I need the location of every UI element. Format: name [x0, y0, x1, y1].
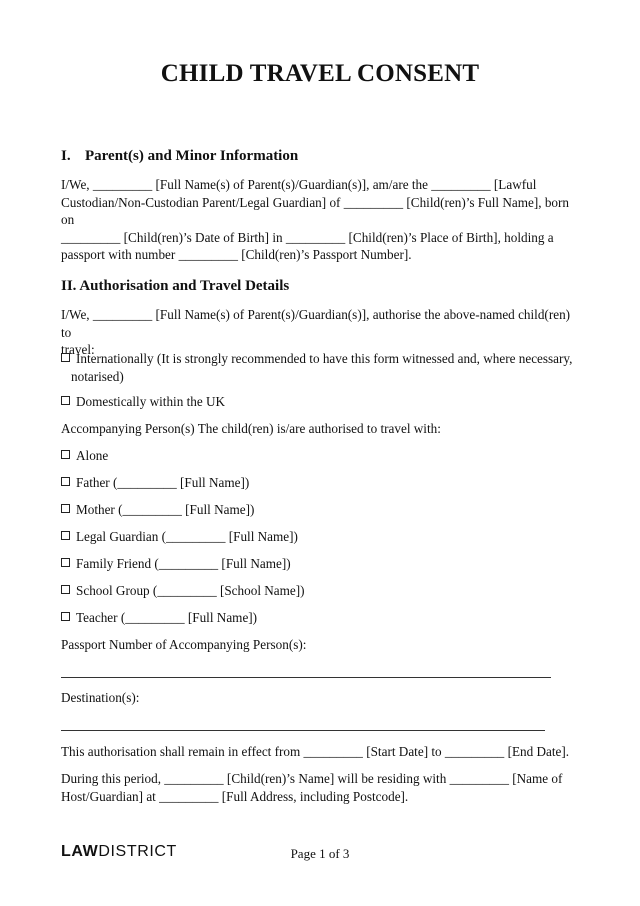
page-number: Page 1 of 3: [290, 846, 350, 861]
accompanying-label: Accompanying Person(s) The child(ren) is/are authorised to travel with:: [61, 421, 441, 436]
option-label: Teacher (_________ [Full Name]): [76, 610, 258, 625]
option-father[interactable]: [61, 474, 581, 492]
destination-label: Destination(s):: [61, 690, 140, 705]
option-alone[interactable]: [61, 447, 581, 465]
checkbox[interactable]: [61, 353, 70, 362]
option-mother[interactable]: [61, 501, 581, 519]
checkbox[interactable]: [61, 612, 70, 621]
option-label: Internationally (It is strongly recommended to have this form witnessed and, where necessary,: [76, 351, 573, 366]
option-label: Father (_________ [Full Name]): [76, 475, 250, 490]
paragraph-line: passport with number _________ [Child(ren)’s Passport Number].: [61, 247, 412, 262]
paragraph-line: Custodian/Non-Custodian Parent/Legal Guardian] of _________ [Child(ren)’s Full Name], born on: [61, 194, 569, 227]
checkbox[interactable]: [61, 477, 70, 486]
section-1-paragraph: [61, 176, 581, 264]
checkbox[interactable]: [61, 558, 70, 567]
option-label: Family Friend (_________ [Full Name]): [76, 556, 291, 571]
document-title: CHILD TRAVEL CONSENT: [160, 60, 480, 87]
section-1-heading: [61, 148, 298, 165]
option-teacher[interactable]: [61, 609, 581, 627]
logo-light-part: DISTRICT: [98, 843, 177, 860]
option-label: Alone: [76, 448, 109, 463]
option-label: Legal Guardian (_________ [Full Name]): [76, 529, 298, 544]
paragraph-line: _________ [Child(ren)’s Date of Birth] in _________ [Child(ren)’s Place of Birth], holding a: [61, 229, 554, 245]
option-label: Domestically within the UK: [76, 394, 226, 409]
option-family-friend[interactable]: [61, 555, 581, 573]
section-1-number: I.: [61, 148, 71, 164]
passport-label: Passport Number of Accompanying Person(s):: [61, 637, 307, 652]
logo-bold-part: LAW: [61, 843, 99, 860]
residing-paragraph: [61, 770, 581, 805]
checkbox[interactable]: [61, 585, 70, 594]
passport-fill-line[interactable]: [61, 677, 551, 678]
paragraph-line: Host/Guardian] at _________ [Full Address, including Postcode].: [61, 788, 409, 804]
option-label: Mother (_________ [Full Name]): [76, 502, 255, 517]
effect-period-text: This authorisation shall remain in effect from _________ [Start Date] to _________ [End Date].: [61, 744, 570, 759]
option-school-group[interactable]: [61, 582, 581, 600]
section-1-title: Parent(s) and Minor Information: [85, 148, 299, 164]
checkbox[interactable]: [61, 504, 70, 513]
checkbox[interactable]: [61, 450, 70, 459]
option-label-continued: notarised): [71, 368, 124, 384]
checkbox[interactable]: [61, 396, 70, 405]
option-legal-guardian[interactable]: [61, 528, 581, 546]
option-label: School Group (_________ [School Name]): [76, 583, 305, 598]
paragraph-line: I/We, _________ [Full Name(s) of Parent(s)/Guardian(s)], authorise the above-named child(ren) to: [61, 307, 571, 340]
paragraph-line: During this period, _________ [Child(ren)’s Name] will be residing with _________ [Name of: [61, 771, 563, 786]
section-2-heading: II. Authorisation and Travel Details: [61, 278, 290, 294]
destination-fill-line[interactable]: [61, 730, 545, 731]
option-domestic[interactable]: [61, 393, 581, 411]
paragraph-line: travel:: [61, 342, 95, 357]
option-international[interactable]: [61, 350, 581, 385]
checkbox[interactable]: [61, 531, 70, 540]
paragraph-line: I/We, _________ [Full Name(s) of Parent(s)/Guardian(s)], am/are the _________ [Lawful: [61, 177, 537, 192]
